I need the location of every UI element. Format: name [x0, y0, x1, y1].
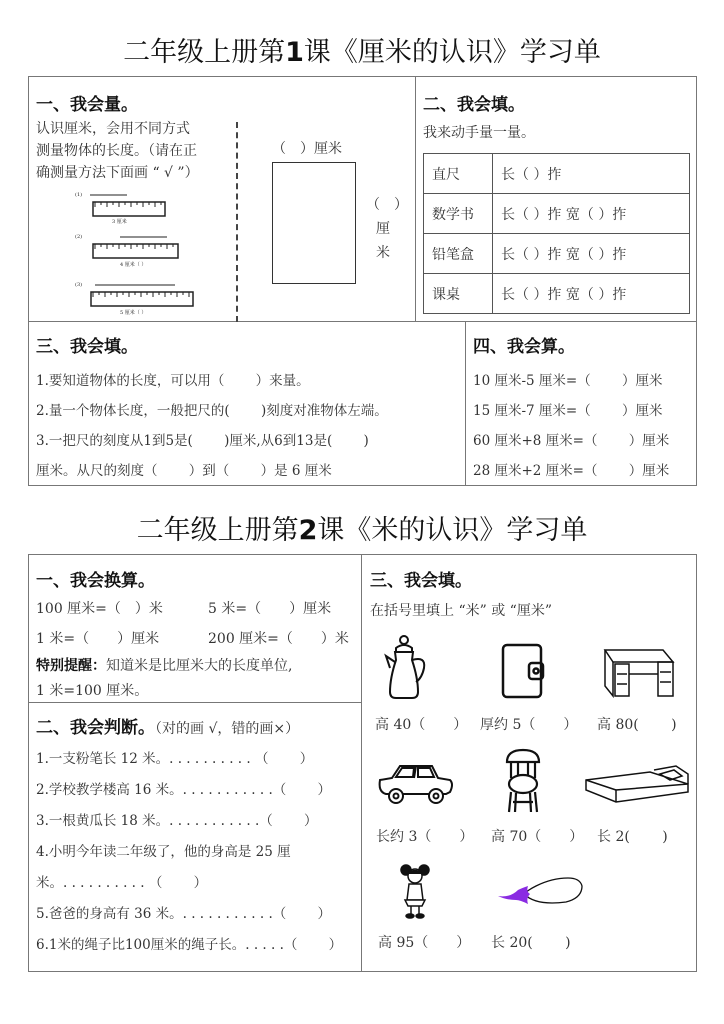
- section-heading: 二、我会填。: [423, 95, 525, 115]
- convert-blank[interactable]: 1 米=（ ）厘米: [36, 631, 160, 647]
- table-cell-value[interactable]: 长（ ）拃 宽（ ）拃: [493, 194, 690, 234]
- calc-list: [473, 366, 669, 486]
- svg-text:3 厘米: 3 厘米: [112, 219, 127, 225]
- table-row: [424, 154, 690, 194]
- calc-line[interactable]: 15 厘米-7 厘米=（ ）厘米: [473, 403, 663, 419]
- table-cell-item: 铅笔盒: [424, 234, 493, 274]
- judge-item[interactable]: 6.1米的绳子比100厘米的绳子长。. . . . .（ ）: [36, 937, 343, 953]
- fill-unit-blank[interactable]: 高 40（ ）: [375, 717, 468, 733]
- section-heading: 一、我会量。: [36, 95, 138, 115]
- fill-in-line[interactable]: 1.要知道物体的长度，可以用（ ）来量。: [36, 373, 310, 389]
- table-row: [424, 274, 690, 314]
- tip-label: 特别提醒：: [36, 658, 106, 674]
- convert-blank[interactable]: 100 厘米=（ ）米: [36, 601, 163, 617]
- title-suffix: 课《厘米的认识》学习单: [303, 37, 601, 68]
- bed-icon: [584, 764, 690, 806]
- svg-text:(3): (3): [75, 282, 83, 288]
- divider: [415, 76, 416, 322]
- measure-rectangle: [272, 162, 356, 284]
- calc-line[interactable]: 10 厘米-5 厘米=（ ）厘米: [473, 373, 663, 389]
- judge-item[interactable]: 米。. . . . . . . . . . （ ）: [36, 875, 208, 891]
- fill-unit-blank[interactable]: 长约 3（ ）: [376, 829, 474, 845]
- car-icon: [376, 762, 456, 806]
- ruler-icon: [75, 190, 205, 316]
- rect-height-blank[interactable]: （ ）: [366, 197, 408, 213]
- fill-unit-blank[interactable]: 高 95（ ）: [378, 935, 471, 951]
- table-cell-value[interactable]: 长（ ）拃 宽（ ）拃: [493, 234, 690, 274]
- instruction-line: 我来动手量一量。: [423, 125, 535, 141]
- girl-icon: [400, 864, 430, 918]
- section-heading: 四、我会算。: [473, 337, 575, 357]
- judge-item[interactable]: 5.爸爸的身高有 36 米。. . . . . . . . . . .（ ）: [36, 906, 332, 922]
- divider: [361, 554, 362, 972]
- fill-in-line[interactable]: 3.一把尺的刻度从1到5是( )厘米,从6到13是( ): [36, 433, 369, 449]
- fill-in-line[interactable]: 2.量一个物体长度，一般把尺的( )刻度对准物体左端。: [36, 403, 388, 419]
- table-row: [424, 194, 690, 234]
- instruction-line: 确测量方法下面画 “ √ ”）: [36, 165, 199, 181]
- title-number: 2: [298, 515, 318, 546]
- dashed-divider: [236, 122, 238, 322]
- svg-text:5 厘米（ ）: 5 厘米（ ）: [120, 310, 147, 316]
- table-cell-value[interactable]: 长（ ）拃: [493, 154, 690, 194]
- fill-unit-blank[interactable]: 厚约 5（ ）: [480, 717, 578, 733]
- divider: [28, 702, 361, 703]
- fill-unit-blank[interactable]: 高 80( ): [597, 717, 677, 733]
- fill-in-line[interactable]: 厘米。从尺的刻度（ ）到（ ）是 6 厘米: [36, 463, 332, 479]
- fill-unit-blank[interactable]: 高 70（ ）: [491, 829, 584, 845]
- desk-icon: [603, 648, 675, 700]
- svg-text:(2): (2): [75, 234, 83, 240]
- judge-list: [36, 744, 342, 961]
- title-prefix: 二年级上册第: [123, 37, 286, 68]
- instruction-line: 在括号里填上 “米” 或 “厘米”: [370, 603, 552, 619]
- calc-line[interactable]: 60 厘米+8 厘米=（ ）厘米: [473, 433, 670, 449]
- title-prefix: 二年级上册第: [136, 515, 299, 546]
- eggplant-icon: [496, 876, 586, 912]
- svg-text:(1): (1): [75, 192, 83, 198]
- title-suffix: 课《米的认识》学习单: [317, 515, 588, 546]
- tip-line: [36, 655, 292, 675]
- judge-item: 4.小明今年读二年级了，他的身高是 25 厘: [36, 844, 291, 860]
- divider: [28, 321, 697, 322]
- svg-text:4 厘米（ ）: 4 厘米（ ）: [120, 262, 147, 268]
- fill-unit-blank[interactable]: 长 20( ): [491, 935, 571, 951]
- kettle-icon: [382, 634, 430, 700]
- convert-blank[interactable]: 5 米=（ ）厘米: [208, 601, 332, 617]
- rect-width-blank[interactable]: （ ）厘米: [272, 141, 342, 157]
- section-heading: [36, 713, 299, 738]
- wallet-icon: [501, 643, 545, 699]
- stool-icon: [505, 748, 541, 814]
- section-heading: 一、我会换算。: [36, 571, 155, 591]
- judge-item[interactable]: 1.一支粉笔长 12 米。. . . . . . . . . . （ ）: [36, 751, 314, 767]
- instruction-line: 认识厘米，会用不同方式: [36, 121, 190, 137]
- divider: [465, 321, 466, 486]
- table-cell-item: 课桌: [424, 274, 493, 314]
- table-cell-item: 直尺: [424, 154, 493, 194]
- lesson1-title: [0, 30, 724, 69]
- section-heading: 三、我会填。: [36, 337, 138, 357]
- heading-note: （对的画 √，错的画×）: [155, 721, 300, 737]
- tip-text: 知道米是比厘米大的长度单位,: [106, 658, 293, 674]
- title-number: 1: [285, 37, 304, 68]
- section-heading: 三、我会填。: [370, 571, 472, 591]
- unit-char: 米: [376, 245, 390, 261]
- heading-text: 二、我会判断。: [36, 718, 155, 738]
- instruction-line: 测量物体的长度。（请在正: [36, 143, 197, 159]
- fill-in-list: [36, 366, 388, 486]
- convert-blank[interactable]: 200 厘米=（ ）米: [208, 631, 349, 647]
- table-cell-value[interactable]: 长（ ）拃 宽（ ）拃: [493, 274, 690, 314]
- measurement-table: [423, 153, 690, 314]
- calc-line[interactable]: 28 厘米+2 厘米=（ ）厘米: [473, 463, 670, 479]
- lesson2-title: [0, 508, 724, 547]
- unit-char: 厘: [376, 221, 390, 237]
- fill-unit-blank[interactable]: 长 2( ): [597, 829, 668, 845]
- table-cell-item: 数学书: [424, 194, 493, 234]
- judge-item[interactable]: 2.学校教学楼高 16 米。. . . . . . . . . . .（ ）: [36, 782, 332, 798]
- instructions: [36, 118, 199, 184]
- judge-item[interactable]: 3.一根黄瓜长 18 米。. . . . . . . . . . .（ ）: [36, 813, 318, 829]
- tip-text: 1 米=100 厘米。: [36, 683, 149, 699]
- table-row: [424, 234, 690, 274]
